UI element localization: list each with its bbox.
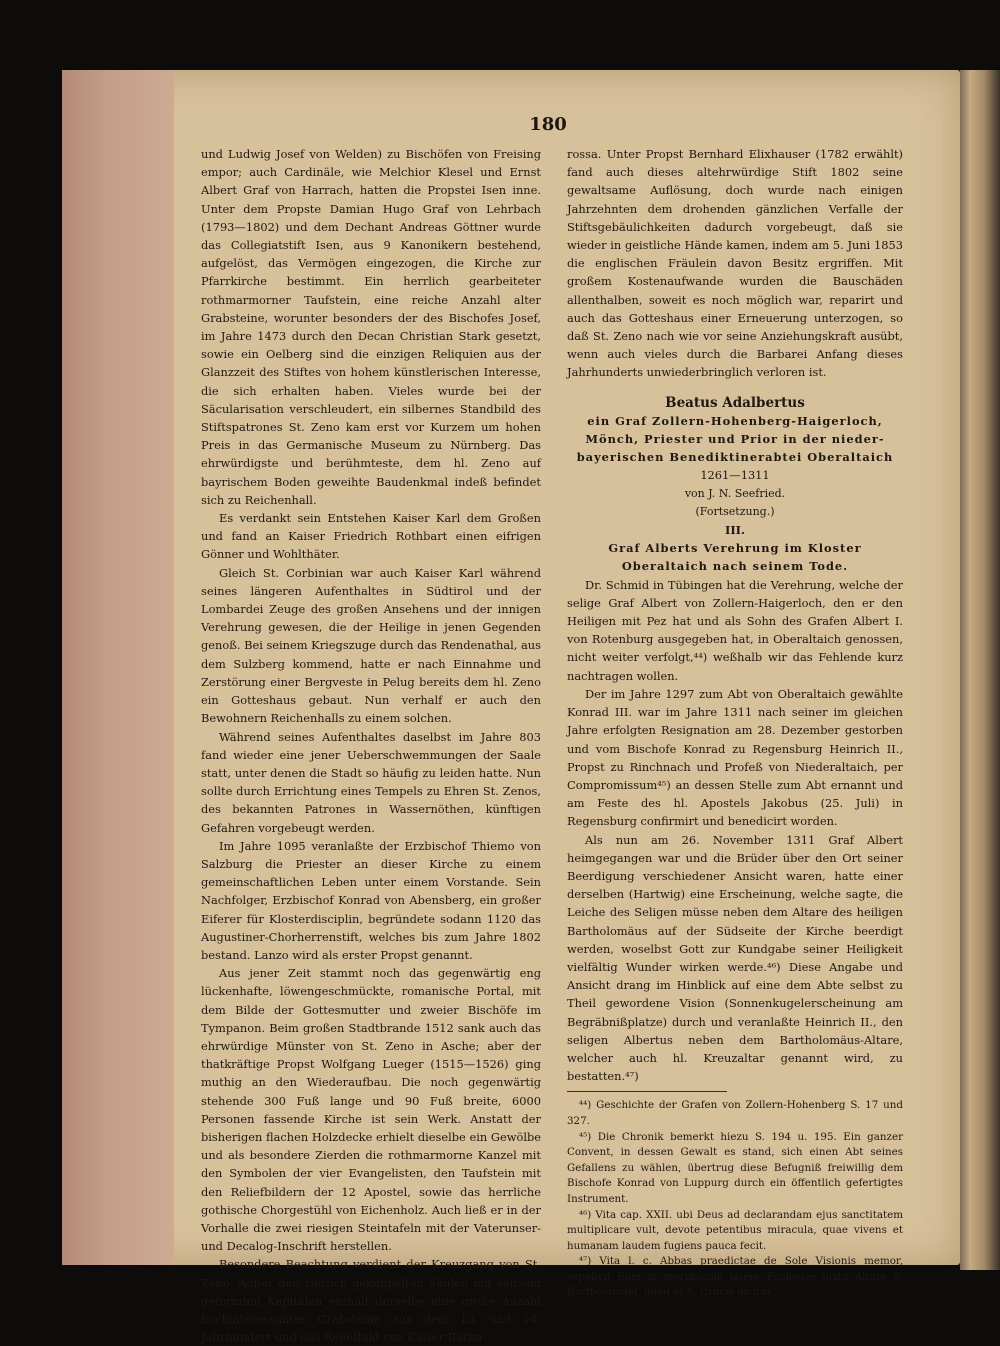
right-column xyxy=(567,145,903,1301)
article-subtitle-1: ein Graf Zollern-Hohenberg-Haigerloch, xyxy=(587,413,883,428)
article-title: Beatus Adalbertus xyxy=(665,394,805,411)
left-paragraph-7: Besondere Beachtung verdient der Kreuzgang von St. Zeno. Außer den zierlich gekuppelten Säulen mit seltsam geformten Kapitälen enthält derselbe eine große Anzahl hochinteressanter Grabsteine aus dem 13. und 14. Jahrhundert und das Reliefbild von Kaiser Barba- xyxy=(201,1257,541,1345)
section-number: III. xyxy=(725,523,745,538)
left-paragraph-4: Während seines Aufenthaltes daselbst im Jahre 803 fand wieder eine jener Ueberschwemmungen der Saale statt, unter denen die Stadt so häufig zu leiden hatte. Nun sollte durch Errichtung eines Tempels zu Ehren St. Zenos, des bekannten Patrones in Wassernöthen, künftigen Gefahren vorgebeugt werden. xyxy=(201,729,541,835)
article-paragraph-2: Der im Jahre 1297 zum Abt von Oberaltaich gewählte Konrad III. war im Jahre 1311 nach seiner im gleichen Jahre erfolgten Resignation am 28. Dezember gestorben und vom Bischofe Konrad zu Regensburg Heinrich II., Propst zu Rinchnach und Profeß von Niederaltaich, per Compromissum⁴⁵) an dessen Stelle zum Abt ernannt und am Feste des hl. Apostels Jakobus (25. Juli) in Regensburg confirmirt und benedicirt worden. xyxy=(567,686,903,829)
cover-edge xyxy=(62,70,174,1265)
book-gutter xyxy=(960,70,1000,1270)
footnote-divider xyxy=(567,1091,727,1092)
footnotes xyxy=(567,1098,903,1301)
footnote-47: ⁴⁷) Vita l. c. Abbas praedictae de Sole Visionis memor, sepelivit Eum in meridionali latere Ecclesiae juxta Altare S. Bartholomaei, quod et S. Crucis dicitur. xyxy=(567,1255,903,1299)
page-number: 180 xyxy=(529,114,567,135)
left-paragraph-5: Im Jahre 1095 veranlaßte der Erzbischof Thiemo von Salzburg die Priester an dieser Kirche zu einem gemeinschaftlichen Leben unter einem Vorstande. Sein Nachfolger, Erzbischof Konrad von Abensberg, ein großer Eiferer für Klosterdisciplin, begründete sodann 1120 das Augustiner-Chorherrenstift, welches bis zum Jahre 1802 bestand. Lanzo wird als erster Propst genannt. xyxy=(201,838,541,962)
article-subtitle-3: bayerischen Benediktinerabtei Oberaltaich xyxy=(576,450,894,465)
section-title: Graf Alberts Verehrung im Kloster Oberaltaich nach seinem Tode. xyxy=(608,541,862,574)
left-paragraph-3: Gleich St. Corbinian war auch Kaiser Karl während seines längeren Aufenthaltes in Südtirol und der Lombardei Zeuge des großen Ansehens und der innigen Verehrung gewesen, die der Heilige in jenen Gegenden genoß. Bei seinem Kriegszuge durch das Rendenathal, aus dem Sulzberg kommend, hatte er nach Einnahme und Zerstörung einer Bergveste in Pelug bereits dem hl. Zeno ein Gotteshaus gebaut. Nun verhalf er auch den Bewohnern Reichenhalls zu einem solchen. xyxy=(201,565,541,726)
right-paragraph-top: rossa. Unter Propst Bernhard Elixhauser (1782 erwählt) fand auch dieses altehrwürdige Stift 1802 seine gewaltsame Auflösung, doch wurde nach einigen Jahrzehnten dem drohenden gänzlichen Verfalle der Stiftsgebäulichkeiten dadurch vorgebeugt, daß sie wieder in geistliche Hände kamen, indem am 5. Juni 1853 die englischen Fräulein davon Besitz ergriffen. Mit großem Kostenaufwande wurden die Bauschäden allenthalben, soweit es noch möglich war, reparirt und auch das Gotteshaus einer Erneuerung unterzogen, so daß St. Zeno nach wie vor seine Anziehungskraft ausübt, wenn auch vieles durch die Barbarei Anfang dieses Jahrhunderts unwiederbringlich verloren ist. xyxy=(567,147,903,380)
left-paragraph-6: Aus jener Zeit stammt noch das gegenwärtig eng lückenhafte, löwengeschmückte, romanische Portal, mit dem Bilde der Gottesmutter und zweier Bischöfe im Tympanon. Beim großen Stadtbrande 1512 sank auch das ehrwürdige Münster von St. Zeno in Asche; aber der thatkräftige Propst Wolfgang Lueger (1515—1526) ging muthig an den Wiederaufbau. Die noch gegenwärtig stehende 300 Fuß lange und 90 Fuß breite, 6000 Personen fassende Kirche ist sein Werk. Anstatt der bisherigen flachen Holzdecke erhielt dieselbe ein Gewölbe und als besondere Zierden die rothmarmorne Kanzel mit den Symbolen der vier Evangelisten, den Taufstein mit den Reliefbildern der 12 Apostel, sowie das herrliche gothische Chorgestühl von Eichenholz. Auch ließ er in der Vorhalle die zwei riesigen Steintafeln mit der Vaterunser- und Decalog-Inschrift herstellen. xyxy=(201,966,541,1254)
left-column xyxy=(201,145,541,1346)
footnote-46: ⁴⁶) Vita cap. XXII. ubi Deus ad declarandam ejus sanctitatem multiplicare vult, devote petentibus miracula, quae vivens et humanam laudem fugiens pauca fecit. xyxy=(567,1208,903,1252)
article-author: von J. N. Seefried. xyxy=(684,486,786,500)
footnote-44: ⁴⁴) Geschichte der Grafen von Zollern-Hohenberg S. 17 und 327. xyxy=(567,1099,903,1127)
article-paragraph-3: Als nun am 26. November 1311 Graf Albert heimgegangen war und die Brüder über den Ort seiner Beerdigung verschiedener Ansicht waren, hatte einer derselben (Hartwig) eine Erscheinung, welche sagte, die Leiche des Seligen müsse neben dem Altare des heiligen Bartholomäus auf der Südseite der Kirche beerdigt werden, woselbst Gott zur Kundgabe seiner Heiligkeit vielfältig Wunder wirken werde.⁴⁶) Diese Angabe und Ansicht drang im Hinblick auf eine dem Abte selbst zu Theil gewordene Vision (Sonnenkugelerscheinung am Begräbnißplatze) durch und veranlaßte Heinrich II., den seligen Albertus neben dem Bartholomäus-Altare, welcher auch hl. Kreuzaltar genannt wird, zu bestatten.⁴⁷) xyxy=(567,832,903,1084)
article-paragraph-1: Dr. Schmid in Tübingen hat die Verehrung, welche der selige Graf Albert von Zollern-Haigerloch, den er den Heiligen mit Pez hat und als Sohn des Grafen Albert I. von Rotenburg ausgegeben hat, in Oberaltaich genossen, nicht weiter verfolgt,⁴⁴) weßhalb wir das Fehlende kurz nachtragen wollen. xyxy=(567,577,903,683)
article-continuation: (Fortsetzung.) xyxy=(695,504,775,518)
article-subtitle-2: Mönch, Priester und Prior in der nieder- xyxy=(585,432,885,447)
article-years: 1261—1311 xyxy=(700,468,770,483)
left-paragraph-2: Es verdankt sein Entstehen Kaiser Karl dem Großen und fand an Kaiser Friedrich Rothbart einen eifrigen Gönner und Wohlthäter. xyxy=(201,511,541,562)
footnote-45: ⁴⁵) Die Chronik bemerkt hiezu S. 194 u. 195. Ein ganzer Convent, in dessen Gewalt es stand, sich einen Abt seines Gefallens zu wählen, übertrug diese Befugniß freiwillig dem Bischofe Konrad von Luppurg durch ein öffentlich gefertigtes Instrument. xyxy=(567,1130,903,1205)
left-paragraph-1: und Ludwig Josef von Welden) zu Bischöfen von Freising empor; auch Cardinäle, wie Melchior Klesel und Ernst Albert Graf von Harrach, hatten die Propstei Isen inne. Unter dem Propste Damian Hugo Graf von Lehrbach (1793—1802) und dem Dechant Andreas Göttner wurde das Collegiatstift Isen, aus 9 Kanonikern bestehend, aufgelöst, das Vermögen eingezogen, die Kirche zur Pfarrkirche bestimmt. Ein herrlich gearbeiteter rothmarmorner Taufstein, eine reiche Anzahl alter Grabsteine, worunter besonders der des Bischofes Josef, im Jahre 1473 durch den Decan Christian Stark gesetzt, sowie ein Oelberg sind die einzigen Reliquien aus der Glanzzeit des Stiftes von hohem künstlerischen Interesse, die sich erhalten haben. Vieles wurde bei der Säcularisation verschleudert, ein silbernes Standbild des Stiftspatrones St. Zeno kam erst vor Kurzem um hohen Preis in das Germanische Museum zu Nürnberg. Das ehrwürdigste und berühmteste, dem hl. Zeno auf bayrischem Boden geweihte Baudenkmal indeß befindet sich zu Reichenhall. xyxy=(201,147,541,507)
